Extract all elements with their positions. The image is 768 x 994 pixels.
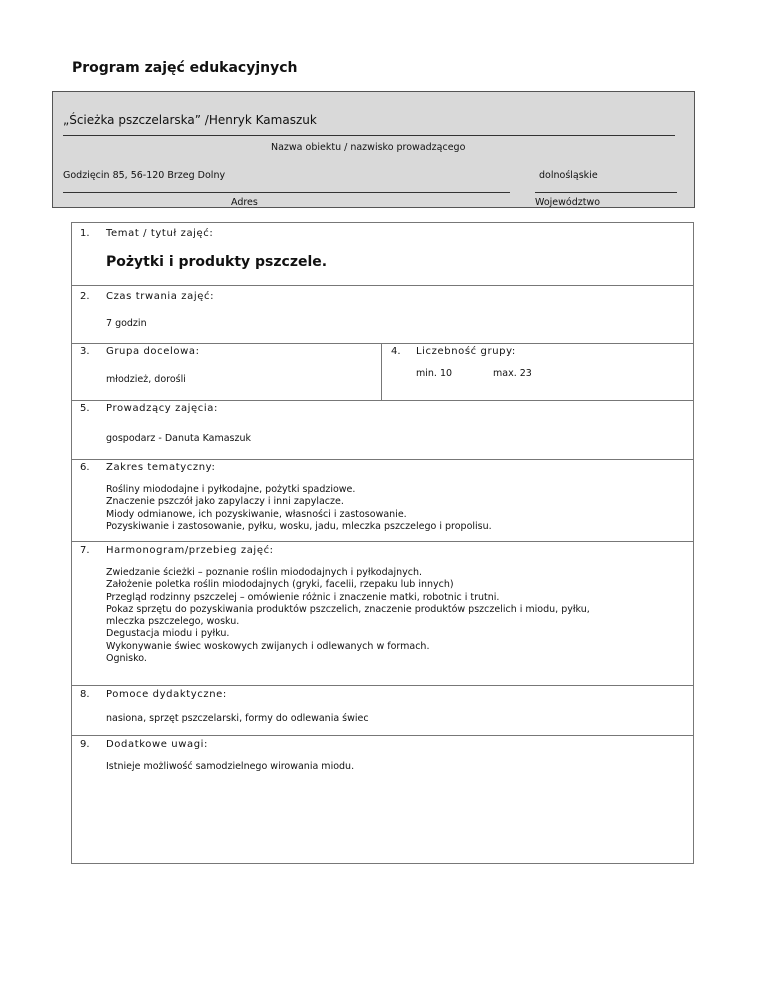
- section-number: 3.: [80, 346, 90, 357]
- group-size-max: max. 23: [493, 368, 532, 379]
- scope-lines: [106, 484, 681, 533]
- section-label: Grupa docelowa:: [106, 346, 200, 357]
- section-schedule: [72, 541, 693, 685]
- schedule-line: Przegląd rodzinny pszczelej – omówienie różnic i znaczenie matki, robotnic i trutni.: [106, 591, 500, 603]
- section-number: 9.: [80, 739, 90, 750]
- section-number: 1.: [80, 228, 90, 239]
- schedule-line: mleczka pszczelego, wosku.: [106, 616, 240, 628]
- section-number: 6.: [80, 462, 90, 473]
- object-caption: Nazwa obiektu / nazwisko prowadzącego: [271, 142, 466, 153]
- duration-value: 7 godzin: [106, 318, 147, 329]
- section-number: 4.: [391, 346, 401, 357]
- section-scope: [72, 459, 693, 541]
- section-notes: [72, 735, 693, 863]
- scope-line: Pozyskiwanie i zastosowanie, pyłku, wosku, jadu, mleczka pszczelego i propolisu.: [106, 520, 492, 532]
- topic-value: Pożytki i produkty pszczele.: [106, 254, 328, 270]
- scope-line: Miody odmianowe, ich pozyskiwanie, własności i zastosowanie.: [106, 508, 407, 520]
- voivodeship-line: [535, 192, 677, 193]
- document-title: Program zajęć edukacyjnych: [72, 60, 298, 76]
- section-duration: [72, 285, 693, 343]
- section-label: Temat / tytuł zajęć:: [106, 228, 214, 239]
- target-group-value: młodzież, dorośli: [106, 374, 186, 385]
- schedule-line: Pokaz sprzętu do pozyskiwania produktów pszczelich, znaczenie produktów pszczelich i miodu, pyłku,: [106, 603, 590, 615]
- schedule-line: Zwiedzanie ścieżki – poznanie roślin miododajnych i pyłkodajnych.: [106, 567, 423, 578]
- column-divider: [381, 344, 382, 400]
- schedule-line: Założenie poletka roślin miododajnych (gryki, facelii, rzepaku lub innych): [106, 579, 454, 591]
- section-label: Czas trwania zajęć:: [106, 291, 215, 302]
- section-topic: [72, 223, 693, 285]
- section-label: Harmonogram/przebieg zajęć:: [106, 545, 274, 556]
- schedule-line: Wykonywanie świec woskowych zwijanych i odlewanych w formach.: [106, 640, 430, 652]
- section-label: Prowadzący zajęcia:: [106, 403, 218, 414]
- voivodeship-caption: Województwo: [535, 197, 601, 208]
- aids-value: nasiona, sprzęt pszczelarski, formy do odlewania świec: [106, 713, 369, 724]
- notes-value: Istnieje możliwość samodzielnego wirowania miodu.: [106, 761, 355, 772]
- object-name-line: [63, 135, 675, 136]
- address-caption: Adres: [231, 197, 258, 208]
- section-label: Zakres tematyczny:: [106, 462, 216, 473]
- schedule-lines: [106, 567, 681, 665]
- section-number: 5.: [80, 403, 90, 414]
- group-size-min: min. 10: [416, 368, 453, 379]
- header-box: [52, 91, 695, 208]
- address-line: [63, 192, 510, 193]
- schedule-line: Ognisko.: [106, 653, 147, 665]
- section-number: 7.: [80, 545, 90, 556]
- section-label: Dodatkowe uwagi:: [106, 739, 209, 750]
- leaders-value: gospodarz - Danuta Kamaszuk: [106, 433, 252, 444]
- address-value: Godzięcin 85, 56-120 Brzeg Dolny: [63, 170, 226, 181]
- section-label: Liczebność grupy:: [416, 346, 516, 357]
- schedule-line: Degustacja miodu i pyłku.: [106, 628, 230, 640]
- section-aids: [72, 685, 693, 735]
- section-label: Pomoce dydaktyczne:: [106, 689, 227, 700]
- program-sections: [71, 222, 694, 864]
- scope-line: Znaczenie pszczół jako zapylaczy i inni zapylacze.: [106, 496, 344, 508]
- object-name: „Ścieżka pszczelarska” /Henryk Kamaszuk: [63, 113, 317, 127]
- scope-line: Rośliny miododajne i pyłkodajne, pożytki spadziowe.: [106, 484, 356, 495]
- section-leaders: [72, 400, 693, 459]
- section-number: 2.: [80, 291, 90, 302]
- section-group-row: [72, 343, 693, 400]
- section-number: 8.: [80, 689, 90, 700]
- voivodeship-value: dolnośląskie: [539, 170, 598, 181]
